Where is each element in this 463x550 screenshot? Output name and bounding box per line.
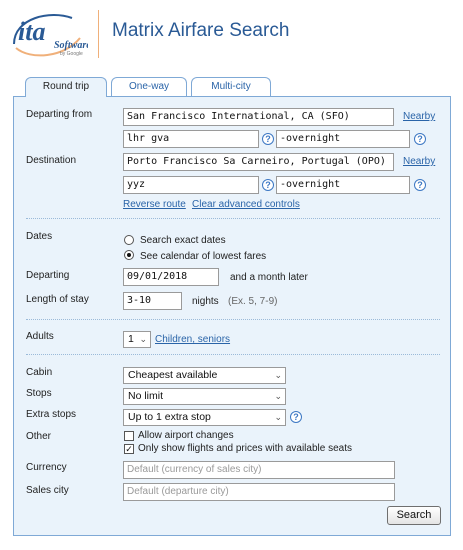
destination-input[interactable]: Porto Francisco Sa Carneiro, Portugal (OPO) xyxy=(123,153,394,171)
stops-select-value: No limit xyxy=(128,390,164,402)
logo-ita-text: ita xyxy=(18,17,46,46)
length-of-stay-input[interactable]: 3-10 xyxy=(123,292,182,310)
adults-label: Adults xyxy=(26,331,54,342)
other-label: Other xyxy=(26,431,52,442)
cabin-select-value: Cheapest available xyxy=(128,369,218,381)
departing-label: Departing xyxy=(26,270,70,281)
destination-nearby-link[interactable]: Nearby xyxy=(403,156,436,167)
reverse-route-link[interactable]: Reverse route xyxy=(123,199,186,210)
origin-airports-help-icon[interactable]: ? xyxy=(262,133,274,145)
tab-multi-city[interactable]: Multi-city xyxy=(191,77,271,96)
destination-extra-airports-input[interactable]: yyz xyxy=(123,176,259,194)
calendar-dates-label: See calendar of lowest fares xyxy=(140,251,267,262)
exact-dates-radio[interactable] xyxy=(124,235,134,245)
only-available-seats-checkbox[interactable]: ✓ xyxy=(125,444,133,454)
sales-city-input[interactable]: Default (departure city) xyxy=(123,483,395,501)
destination-label: Destination xyxy=(26,155,77,166)
stops-label: Stops xyxy=(26,388,52,399)
destination-airports-help-icon[interactable]: ? xyxy=(262,179,274,191)
children-seniors-link[interactable]: Children, seniors xyxy=(155,334,231,345)
adults-select[interactable] xyxy=(123,331,151,348)
header-divider xyxy=(98,10,99,58)
clear-advanced-controls-link[interactable]: Clear advanced controls xyxy=(192,199,300,210)
origin-routing-help-icon[interactable]: ? xyxy=(414,133,426,145)
exact-dates-label: Search exact dates xyxy=(140,235,226,246)
search-form-panel xyxy=(13,96,451,536)
allow-airport-changes-label: Allow airport changes xyxy=(138,430,234,441)
cabin-label: Cabin xyxy=(26,367,53,378)
calendar-dates-radio[interactable] xyxy=(124,250,134,260)
currency-label: Currency xyxy=(26,462,67,473)
departing-date-input[interactable]: 09/01/2018 xyxy=(123,268,219,286)
currency-input[interactable]: Default (currency of sales city) xyxy=(123,461,395,479)
tab-one-way[interactable]: One-way xyxy=(111,77,187,96)
origin-input[interactable]: San Francisco International, CA (SFO) xyxy=(123,108,394,126)
logo-byline-text: by Google xyxy=(60,51,83,57)
logo-software-text: Software xyxy=(54,40,88,51)
destination-routing-input[interactable]: -overnight xyxy=(276,176,410,194)
extra-stops-select-value: Up to 1 extra stop xyxy=(128,411,211,423)
origin-nearby-link[interactable]: Nearby xyxy=(403,111,436,122)
section-divider xyxy=(26,319,440,320)
page-title: Matrix Airfare Search xyxy=(112,20,290,41)
cabin-select[interactable] xyxy=(123,367,286,384)
extra-stops-label: Extra stops xyxy=(26,409,77,420)
origin-routing-input[interactable]: -overnight xyxy=(276,130,410,148)
tab-round-trip[interactable]: Round trip xyxy=(25,77,107,97)
ita-software-logo xyxy=(10,8,88,62)
extra-stops-help-icon[interactable]: ? xyxy=(290,411,302,423)
nights-label: nights xyxy=(192,296,219,307)
chevron-down-icon: ⌄ xyxy=(274,370,282,380)
origin-extra-airports-input[interactable]: lhr gva xyxy=(123,130,259,148)
chevron-down-icon: ⌄ xyxy=(274,412,282,422)
departing-range-text: and a month later xyxy=(230,272,308,283)
sales-city-label: Sales city xyxy=(26,485,69,496)
extra-stops-select[interactable] xyxy=(123,409,286,426)
nights-example-text: (Ex. 5, 7-9) xyxy=(228,296,278,307)
allow-airport-changes-checkbox[interactable] xyxy=(124,431,134,441)
departing-from-label: Departing from xyxy=(26,109,93,120)
length-of-stay-label: Length of stay xyxy=(26,294,89,305)
chevron-down-icon: ⌄ xyxy=(274,391,282,401)
adults-select-value: 1 xyxy=(128,333,134,345)
section-divider xyxy=(26,354,440,355)
section-divider xyxy=(26,218,440,219)
destination-routing-help-icon[interactable]: ? xyxy=(414,179,426,191)
stops-select[interactable] xyxy=(123,388,286,405)
chevron-down-icon: ⌄ xyxy=(139,334,147,344)
search-button[interactable]: Search xyxy=(387,506,441,525)
only-available-seats-label: Only show flights and prices with available seats xyxy=(138,443,352,454)
dates-label: Dates xyxy=(26,231,53,242)
